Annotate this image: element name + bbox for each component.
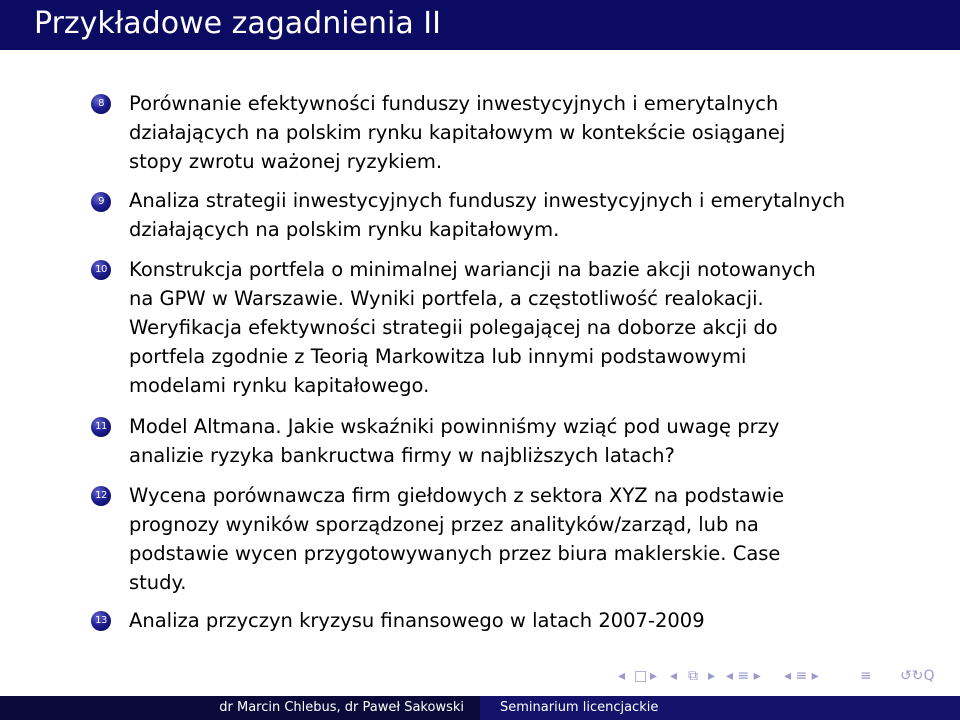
list-item	[129, 412, 929, 470]
list-item	[129, 186, 929, 244]
list-item	[129, 89, 929, 176]
item-number-badge: 9	[91, 192, 111, 212]
prev-section-icon[interactable]: ◂ ≡ ▸	[726, 668, 761, 684]
list-item-line: modelami rynku kapitałowego.	[129, 374, 430, 397]
next-frame-icon[interactable]: ▸	[650, 668, 658, 684]
first-frame-icon[interactable]: ◂	[618, 668, 626, 684]
list-item-line: Wycena porównawcza firm giełdowych z sektora XYZ na podstawie	[129, 484, 785, 507]
list-item-line: działających na polskim rynku kapitałowym.	[129, 218, 560, 241]
list-item-line: Porównanie efektywności funduszy inwestycyjnych i emerytalnych	[129, 92, 779, 115]
list-item-line: Analiza strategii inwestycyjnych funduszy inwestycyjnych i emerytalnych	[129, 189, 846, 212]
list-item-line: study.	[129, 571, 187, 594]
list-item-line: podstawie wycen przygotowywanych przez biura maklerskie. Case	[129, 542, 781, 565]
list-item-line: działających na polskim rynku kapitałowym w kontekście osiąganej	[129, 121, 786, 144]
list-item-line: na GPW w Warszawie. Wyniki portfela, a częstotliwość realokacji.	[129, 287, 764, 310]
list-item-line: Weryfikacja efektywności strategii polegającej na doborze akcji do	[129, 316, 778, 339]
list-item-line: prognozy wyników sporządzonej przez analityków/zarząd, lub na	[129, 513, 759, 536]
item-number-badge: 12	[91, 486, 111, 506]
list-item-line: Analiza przyczyn kryzysu finansowego w latach 2007-2009	[129, 609, 705, 632]
footer-authors: dr Marcin Chlebus, dr Paweł Sakowski	[0, 696, 480, 720]
prev-subsection-icon[interactable]: ⧉	[688, 668, 698, 684]
navigation-bar	[0, 666, 960, 686]
list-item	[129, 481, 929, 597]
footer-course: Seminarium licencjackie	[480, 696, 960, 720]
footer	[0, 696, 960, 720]
item-number-badge: 10	[91, 260, 111, 280]
prev-frame-icon[interactable]: □	[634, 668, 648, 684]
title-bar	[0, 0, 960, 50]
next-subsection-icon[interactable]: ▸	[708, 668, 716, 684]
list-item-line: Model Altmana. Jakie wskaźniki powinniśmy wziąć pod uwagę przy	[129, 415, 780, 438]
slide-title: Przykładowe zagadnienia II	[34, 6, 441, 41]
list-item-line: portfela zgodnie z Teorią Markowitza lub innymi podstawowymi	[129, 345, 747, 368]
list-item-line: analizie ryzyka bankructwa firmy w najbliższych latach?	[129, 444, 675, 467]
search-icon[interactable]: ≡	[860, 668, 872, 684]
list-item-line: stopy zwrotu ważonej ryzykiem.	[129, 150, 443, 173]
item-number-badge: 11	[91, 417, 111, 437]
list-item	[129, 606, 929, 635]
item-number-badge: 13	[91, 611, 111, 631]
item-number-badge: 8	[91, 94, 111, 114]
next-section-icon[interactable]: ◂ ≡ ▸	[784, 668, 819, 684]
last-frame-icon[interactable]: ◂	[670, 668, 678, 684]
list-item	[129, 255, 929, 400]
zoom-icon[interactable]: ↺↻Q	[900, 668, 935, 684]
list-item-line: Konstrukcja portfela o minimalnej wariancji na bazie akcji notowanych	[129, 258, 816, 281]
